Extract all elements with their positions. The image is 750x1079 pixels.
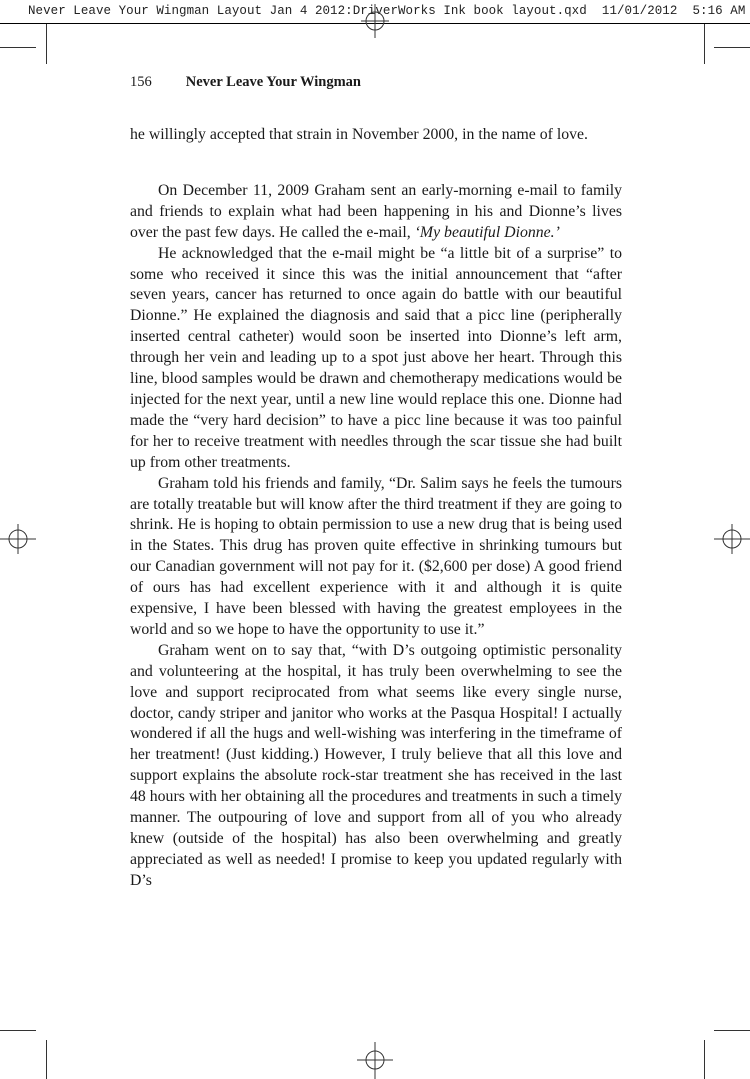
crop-mark-top-right-horizontal	[714, 47, 750, 48]
body-text	[130, 125, 622, 892]
crop-mark-bottom-right-horizontal	[714, 1030, 750, 1031]
book-title: Never Leave Your Wingman	[185, 74, 361, 90]
registration-mark-left	[0, 524, 36, 554]
running-head	[130, 73, 622, 91]
paragraph-text: On December 11, 2009 Graham sent an early-morning e-mail to family and friends to explain what had been happening in his and Dionne’s lives over the past few days. He called the e-mail,	[130, 181, 622, 241]
registration-mark-top	[361, 4, 389, 38]
paragraph-diagnosis: He acknowledged that the e-mail might be “a little bit of a surprise” to some who received it since this was the initial announcement that “after seven years, cancer has returned to once again do battle with our beautiful Dionne.” He explained the diagnosis and said that a picc line (peripherally inserted central catheter) would soon be inserted into Dionne’s left arm, through her vein and leading up to a spot just above her heart. Through this line, blood samples would be drawn and chemotherapy medications would be injected for the next year, until a new line would replace this one. Dionne had made the “very hard decision” to have a picc line because it was too painful for her to receive treatment with needles through the scar tissue she had built up from other treatments.	[130, 244, 622, 471]
paragraph-email-intro	[130, 181, 622, 244]
crop-mark-bottom-left-horizontal	[0, 1030, 36, 1031]
registration-mark-bottom	[357, 1042, 393, 1079]
crop-mark-top-left-vertical	[46, 24, 47, 64]
crop-mark-top-right-vertical	[704, 24, 705, 64]
printer-slug-line: Never Leave Your Wingman Layout Jan 4 2012:DriverWorks Ink book layout.qxd 11/01/2012 5:16 AM	[0, 0, 750, 24]
paragraph-continuation: he willingly accepted that strain in November 2000, in the name of love.	[130, 126, 588, 143]
paragraph-treatment: Graham told his friends and family, “Dr. Salim says he feels the tumours are totally treatable but will know after the third treatment if they are going to shrink. He is hoping to obtain permission to use a new drug that is being used in the States. This drug has proven quite effective in shrinking tumours but our Canadian government will not pay for it. ($2,600 per dose) A good friend of ours has had excellent experience with it and although it is quite expensive, I have been blessed with having the greatest employees in the world and so we hope to have the opportunity to use it.”	[130, 474, 622, 638]
page-number: 156	[130, 74, 152, 90]
paragraph-support: Graham went on to say that, “with D’s outgoing optimistic personality and volunteering at the hospital, it has truly been overwhelming to see the love and support reciprocated from what seems like every single nurse, doctor, candy striper and janitor who works at the Pasqua Hospital! I actually wondered if all the hugs and well-wishing was interfering in the timeframe of her treatment! (Just kidding.) However, I truly believe that all this love and support explains the absolute rock-star treatment she has received in the last 48 hours with her obtaining all the procedures and treatments in such a timely manner. The outpouring of love and support from all of you who already knew (outside of the hospital) has also been overwhelming and greatly appreciated as well as needed! I promise to keep you updated regularly with D’s	[130, 641, 622, 889]
registration-mark-right	[714, 524, 750, 554]
crop-mark-bottom-right-vertical	[704, 1040, 705, 1079]
crop-mark-bottom-left-vertical	[46, 1040, 47, 1079]
email-title: ‘My beautiful Dionne.’	[414, 223, 560, 241]
crop-mark-top-left-horizontal	[0, 47, 36, 48]
